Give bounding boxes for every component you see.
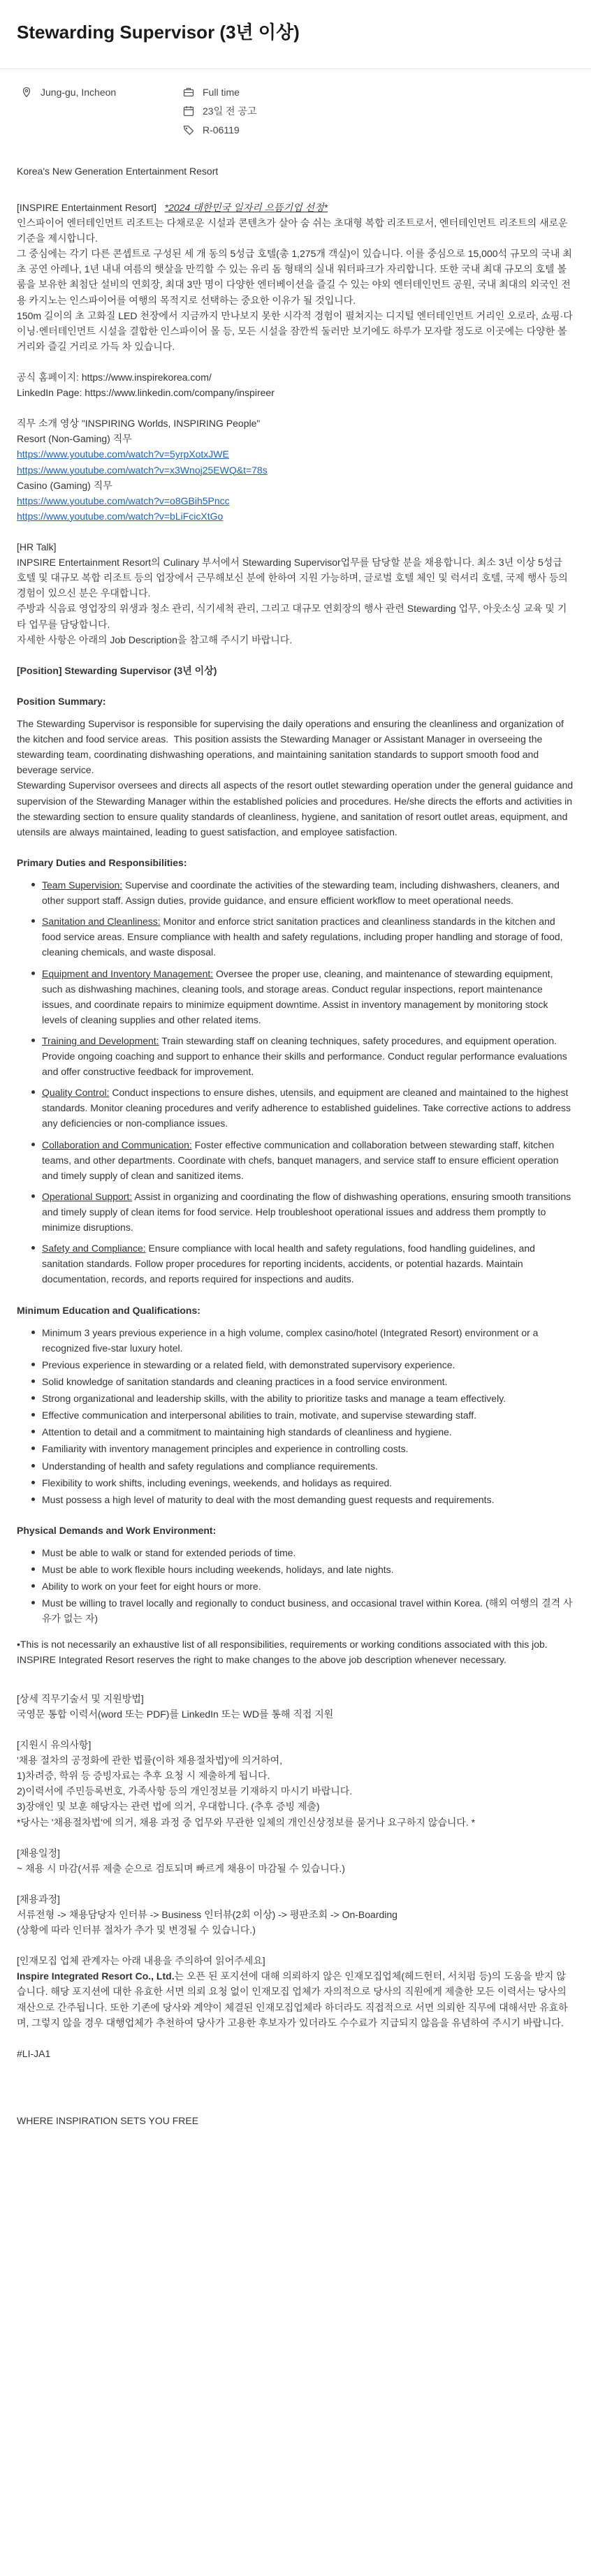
duty-term: Equipment and Inventory Management:: [42, 967, 214, 979]
duty-term: Training and Development:: [42, 1034, 159, 1046]
company-name: Korea's New Generation Entertainment Resort: [17, 165, 219, 177]
list-item: Understanding of health and safety regulations and compliance requirements.: [29, 1458, 574, 1474]
duty-text: Ensure compliance with local health and safety regulations, food handling guidelines, and sanitation standards. Follow proper procedures for reporting incidents, accidents, or potential hazards. Maintain documentation, records, and reports required for inspections and audits.: [42, 1243, 535, 1285]
duty-term: Safety and Compliance:: [42, 1243, 146, 1254]
list-item: Must be willing to travel locally and regionally to conduct business, and occasional travel within Korea. (해외 여행의 결격 사유가 없는 자): [29, 1595, 574, 1626]
meta-column-right: [183, 83, 345, 140]
linkedin-link[interactable]: LinkedIn Page: https://www.linkedin.com/company/inspireer: [17, 387, 275, 399]
process-steps: 서류전형 -> 채용담당자 인터뷰 -> Business 인터뷰(2회 이상) -> 평판조회 -> On-Boarding: [17, 1908, 397, 1920]
intro-paragraph: 150m 길이의 초 고화질 LED 천장에서 지금까지 만나보지 못한 시각적 경험이 펼쳐지는 디지털 엔터테인먼트 거리인 오로라, 쇼핑·다이닝·엔터테인먼트 시설을 결합한 인스파이어 몰 등, 모든 시설을 잠깐씩 둘러만 보기에도 하루가 모자랄 정도로 이곳에는 다양한 볼거리와 즐길 거리로 가득 차 있습니다.: [17, 309, 573, 352]
qualifications-list: [29, 1325, 574, 1507]
list-item: Solid knowledge of sanitation standards and cleaning practices in a food service environment.: [29, 1374, 574, 1389]
list-item: Must be able to walk or stand for extended periods of time.: [29, 1545, 574, 1560]
casino-video-label: Casino (Gaming) 직무: [17, 479, 112, 491]
duty-text: Supervise and coordinate the activities of the stewarding team, including dishwashers, cleaners, and other support staff. Assign duties, provide guidance, and ensure efficient workflow to meet operational needs.: [42, 879, 560, 907]
list-item: Flexibility to work shifts, including evenings, weekends, and holidays as required.: [29, 1475, 574, 1491]
qualifications-title: Minimum Education and Qualifications:: [17, 1304, 200, 1316]
list-item: Strong organizational and leadership skills, with the ability to prioritize tasks and manage a team effectively.: [29, 1391, 574, 1406]
meta-posted: [183, 102, 345, 121]
apply-docs-label: [상세 직무기술서 및 지원방법]: [17, 1692, 144, 1704]
meta-location-text: Jung-gu, Incheon: [41, 87, 117, 98]
briefcase-icon: [183, 87, 194, 98]
schedule-label: [채용일정]: [17, 1847, 60, 1859]
resort-video-link[interactable]: https://www.youtube.com/watch?v=x3Wnoj25EWQ&t=78s: [17, 464, 268, 476]
casino-video-link[interactable]: https://www.youtube.com/watch?v=o8GBih5Pncc: [17, 495, 230, 506]
duties-title: Primary Duties and Responsibilities:: [17, 856, 187, 868]
list-item: Effective communication and interpersonal abilities to train, motivate, and supervise stewarding staff.: [29, 1407, 574, 1423]
meta-posted-text: 23일 전 공고: [203, 105, 257, 117]
meta-employment-type-text: Full time: [203, 87, 240, 98]
duty-text: Train stewarding staff on cleaning techniques, safety procedures, and equipment operation. Provide ongoing coaching and support to enhance their skills and performance. Conduct regular performance evaluations and offer constructive feedback for improvement.: [42, 1034, 567, 1078]
award-text: *2024 대한민국 일자리 으뜸기업 선정*: [164, 201, 328, 213]
list-item: Ability to work on your feet for eight hours or more.: [29, 1579, 574, 1594]
list-item: [29, 966, 574, 1027]
notes-item: 1)차려증, 학위 등 증빙자료는 추후 요청 시 제출하게 됩니다.: [17, 1770, 270, 1782]
page-title: Stewarding Supervisor (3년 이상): [17, 22, 300, 43]
list-item: Familiarity with inventory management principles and experience in controlling costs.: [29, 1441, 574, 1456]
process-label: [채용과정]: [17, 1893, 60, 1905]
notes-item: 2)이력서에 주민등록번호, 가족사항 등의 개인정보를 기재하지 마시기 바랍니다.: [17, 1785, 353, 1797]
duty-term: Collaboration and Communication:: [42, 1139, 192, 1150]
list-item: Minimum 3 years previous experience in a high volume, complex casino/hotel (Integrated Resort) environment or a recognized five-star luxury hotel.: [29, 1325, 574, 1356]
intro-label: [INSPIRE Entertainment Resort]: [17, 201, 156, 213]
summary-paragraph: The Stewarding Supervisor is responsible for supervising the daily operations and ensuring the cleanliness and organization of the kitchen and food service areas. This position assists the Stewarding Manager or Assistant Manager in overseeing the stewarding team, coordinating dishwashing operations, and maintaining sanitation standards to support smooth food and beverage service.: [17, 717, 567, 776]
hr-talk-paragraph: 주방과 식음료 영업장의 위생과 청소 관리, 식기세척 관리, 그리고 대규모 연회장의 행사 관련 Stewarding 업무, 아웃소싱 교육 및 기타 업무를 담당합니다.: [17, 603, 567, 630]
list-item: Must be able to work flexible hours including weekends, holidays, and late nights.: [29, 1562, 574, 1577]
duty-term: Team Supervision:: [42, 879, 123, 891]
meta-column-left: [21, 83, 183, 140]
list-item: [29, 1137, 574, 1183]
disclaimer-text: •This is not necessarily an exhaustive list of all responsibilities, requirements or working conditions associated with this job. INSPIRE Integrated Resort reserves the right to make changes to the above job description whenever necessary.: [17, 1638, 553, 1665]
duty-text: Monitor and enforce strict sanitation practices and cleanliness standards in the kitchen and food service areas. Ensure compliance with health and safety regulations, including proper handling and storage of food, cleaning chemicals, and waste disposal.: [42, 916, 563, 958]
apply-docs-text: 국영문 통합 이력서(word 또는 PDF)를 LinkedIn 또는 WD를 통해 직접 지원: [17, 1708, 334, 1720]
homepage-link[interactable]: 공식 홈페이지: https://www.inspirekorea.com/: [17, 372, 212, 383]
intro-heading: [17, 200, 574, 215]
list-item: Attention to detail and a commitment to maintaining high standards of cleanliness and hygiene.: [29, 1424, 574, 1440]
resort-video-label: Resort (Non-Gaming) 직무: [17, 433, 132, 445]
hr-talk-label: [HR Talk]: [17, 541, 57, 552]
id-tag-icon: [183, 124, 194, 136]
list-item: [29, 1189, 574, 1235]
summary-paragraph: Stewarding Supervisor oversees and directs all aspects of the resort outlet stewarding operation under the general guidance and supervision of the Stewarding Manager within the established policies and procedures. He/she directs the efforts and activities in the stewarding section to ensure quality standards of cleanliness, hygiene, and sanitation of resort outlet areas, equipment, and utensils are always maintained, leading to guest satisfaction, and employee satisfaction.: [17, 780, 576, 837]
list-item: [29, 877, 574, 908]
position-heading: [Position] Stewarding Supervisor (3년 이상): [17, 664, 217, 676]
meta-employment-type: [183, 83, 345, 102]
notes-item: '채용 절차의 공정화에 관한 법률(이하 채용절차법)'에 의거하여,: [17, 1755, 282, 1766]
agency-company: Inspire Integrated Resort Co., Ltd.: [17, 1970, 175, 1982]
duties-list: [29, 877, 574, 1287]
meta-job-id-text: R-06119: [203, 124, 240, 136]
video-intro-label: 직무 소개 영상 "INSPIRING Worlds, INSPIRING People": [17, 418, 261, 430]
footer-tagline: WHERE INSPIRATION SETS YOU FREE: [17, 2114, 199, 2126]
meta-job-id: [183, 121, 345, 140]
list-item: [29, 1085, 574, 1131]
duty-term: Operational Support:: [42, 1190, 133, 1202]
duty-text: Conduct inspections to ensure dishes, utensils, and equipment are cleaned and maintained to the highest standards. Monitor cleaning procedures and verify adherence to established guidelines. Take corrective actions to address any deficiencies or non-compliance issues.: [42, 1087, 571, 1129]
job-header: [0, 0, 591, 69]
physical-list: [29, 1545, 574, 1627]
summary-title: Position Summary:: [17, 695, 106, 707]
hr-talk-paragraph: INPSIRE Entertainment Resort의 Culinary 부서에서 Stewarding Supervisor업무를 담당할 분을 채용합니다. 최소 3년 이상 5성급 호텔 및 대규모 복합 리조트 등의 업장에서 근무해보신 분에 한하여 지원 가능하며, 글로벌 호텔 체인 및 럭셔리 호텔, 국제 행사 등의 경험이 있으신 분은 우대합니다.: [17, 557, 571, 599]
duty-text: Foster effective communication and collaboration between stewarding staff, kitchen teams, and other departments. Coordinate with chefs, banquet managers, and service staff to ensure efficient operation and timely supply of clean and sanitized items.: [42, 1139, 559, 1181]
resort-video-link[interactable]: https://www.youtube.com/watch?v=5yrpXotxJWE: [17, 448, 229, 460]
job-meta: [0, 69, 591, 144]
notes-item: 3)장애인 및 보훈 해당자는 관련 법에 의거, 우대합니다. (추후 증빙 제출): [17, 1801, 320, 1813]
hashtag: #LI-JA1: [17, 2047, 51, 2059]
agency-label: [인재모집 업체 관계자는 아래 내용을 주의하여 읽어주세요]: [17, 1955, 265, 1967]
agency-text: 는 오픈 된 포지션에 대해 의뢰하지 않은 인재모집업체(헤드헌터, 서치펌 등)의 도움을 받지 않습니다. 해당 포지션에 대한 유효한 서면 의뢰 요청 없이 인재모집 업체가 자의적으로 당사의 직원에게 제출한 모든 이력서는 당사의 재산으로 간주됩니다. 또한 기존에 당사와 계약이 체결된 인재모집업체라 하더라도 직접적으로 서면 의뢰한 직무에 대해서만 유효하며, 그렇지 않을 경우 대행업체가 추천하여 당사가 고용한 후보자가 있더라도 수수료가 지급되지 않음을 유념하여 주시기 바랍니다.: [17, 1970, 569, 2028]
casino-video-link[interactable]: https://www.youtube.com/watch?v=bLiFcicXtGo: [17, 510, 224, 522]
duty-term: Quality Control:: [42, 1087, 110, 1099]
schedule-text: ~ 채용 시 마감(서류 제출 순으로 검토되며 빠르게 채용이 마감될 수 있습니다.): [17, 1862, 345, 1874]
notes-item: *당사는 '채용절차법'에 의거, 채용 과정 중 업무와 무관한 일체의 개인신상정보를 묻거나 요구하지 않습니다. *: [17, 1816, 476, 1828]
duty-text: Assist in organizing and coordinating the flow of dishwashing operations, ensuring smooth transitions and timely supply of clean items for food service. Help troubleshoot operational issues and address them promptly to minimize disruptions.: [42, 1190, 571, 1234]
intro-paragraph: 그 중심에는 각기 다른 콘셉트로 구성된 세 개 동의 5성급 호텔(총 1,275개 객실)이 있습니다. 이를 중심으로 15,000석 규모의 국내 최초 공연 아레나, 1년 내내 여름의 햇살을 만끽할 수 있는 유리 돔 형태의 실내 워터파크가 자리합니다. 또한 국내 최대 규모의 호텔 볼룸을 보유한 최첨단 설비의 연회장, 최대 3만 명이 다양한 엔터베이션을 즐길 수 있는 야외 엔터테인먼트 공원, 국내 최대의 외국인 전용 카지노는 인스파이어를 여행의 목적지로 선택하는 중요한 이유가 될 것입니다.: [17, 248, 572, 306]
location-pin-icon: [21, 87, 32, 98]
meta-location: [21, 83, 183, 102]
hr-talk-paragraph: 자세한 사항은 아래의 Job Description을 참고해 주시기 바랍니다.: [17, 634, 293, 645]
calendar-icon: [183, 105, 194, 117]
process-note: (상황에 따라 인터뷰 절차가 추가 및 변경될 수 있습니다.): [17, 1924, 256, 1936]
agency-paragraph: [17, 1968, 574, 2030]
list-item: Must possess a high level of maturity to deal with the most demanding guest requests and requirements.: [29, 1492, 574, 1507]
duty-text: Oversee the proper use, cleaning, and maintenance of stewarding equipment, such as dishwashing machines, cleaning tools, and storage areas. Conduct regular inspections, report maintenance issues, and coordinate repairs to minimize equipment downtime. Assist in inventory management by monitoring stock levels of cleaning supplies and other related items.: [42, 967, 553, 1025]
intro-paragraph: 인스파이어 엔터테인먼트 리조트는 다채로운 시설과 콘텐츠가 살아 숨 쉬는 초대형 복합 리조트로서, 엔터테인먼트 리조트의 새로운 기준을 제시합니다.: [17, 217, 571, 244]
list-item: [29, 914, 574, 960]
list-item: [29, 1241, 574, 1287]
duty-term: Sanitation and Cleanliness:: [42, 916, 161, 928]
job-description: [0, 144, 591, 2149]
list-item: [29, 1033, 574, 1079]
notes-label: [지원시 유의사항]: [17, 1739, 92, 1750]
list-item: Previous experience in stewarding or a related field, with demonstrated supervisory experience.: [29, 1357, 574, 1373]
physical-title: Physical Demands and Work Environment:: [17, 1524, 217, 1536]
